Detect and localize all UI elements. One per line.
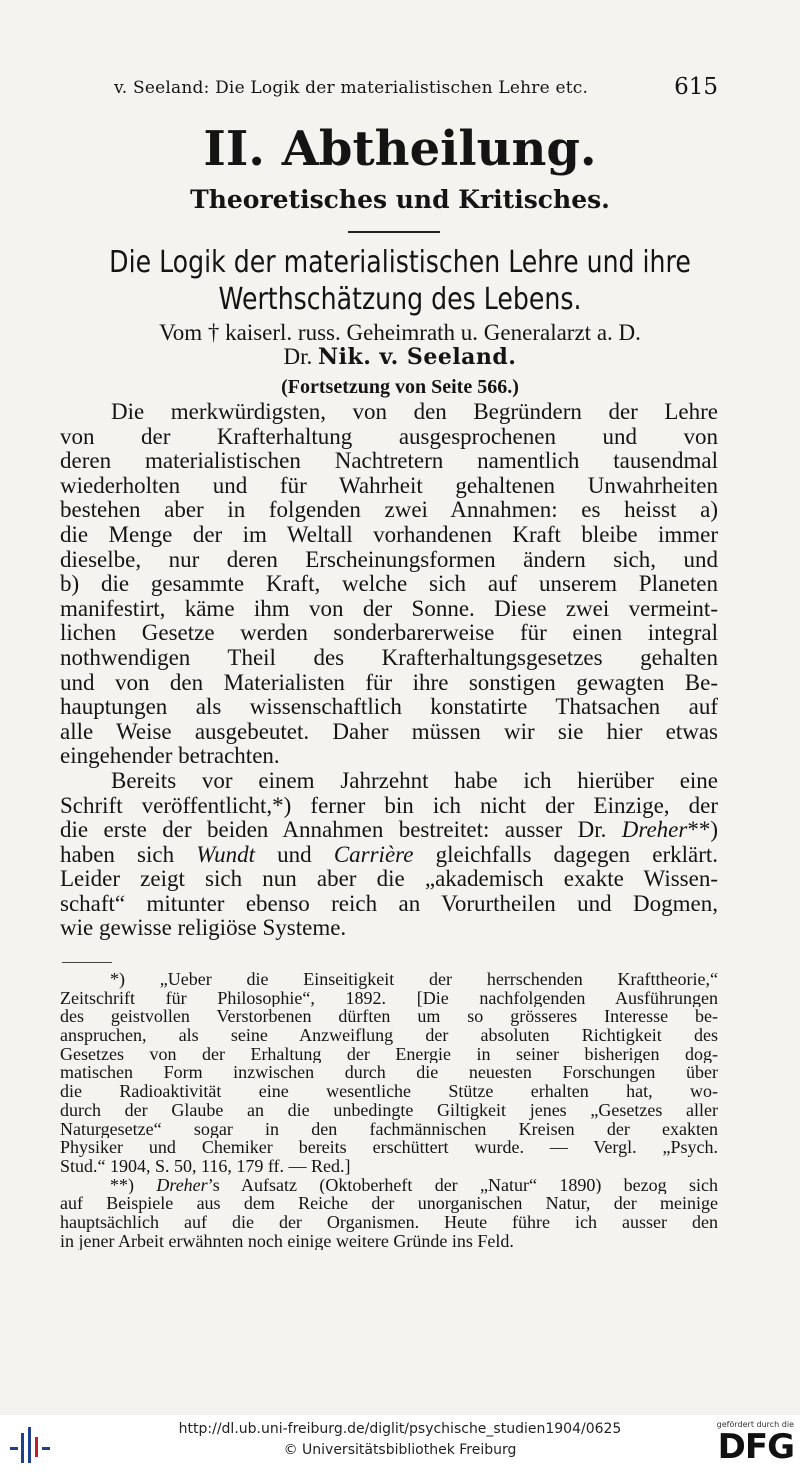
body-line: Bereits vor einem Jahrzehnt habe ich hierüber eine [111,768,718,793]
copyright-notice: © Universitätsbibliothek Freiburg [283,1442,517,1458]
body-line: Schrift veröffentlicht,*) ferner bin ich nicht der Einzige, der [60,793,718,818]
body-line [60,818,718,843]
title-divider [348,231,440,233]
running-head-text: v. Seeland: Die Logik der materialistischen Lehre etc. [114,78,589,98]
body-line: wie gewisse religiöse Systeme. [60,916,347,941]
article-title [98,244,703,318]
cited-name-dreher: Dreher [621,818,688,843]
funding-note: gefördert durch die [716,1420,794,1429]
footnote-line: des geistvollen Verstorbenen dürften um so grösseres Interesse be- [60,1007,718,1027]
article-title-line: Die Logik der materialistischen Lehre und ihre [109,245,691,280]
footnote-line: durch der Glaube an die unbedingte Giltigkeit jenes „Gesetzes aller [60,1100,718,1120]
footnote-fragment: ’s Aufsatz (Oktoberheft der „Natur“ 1890) bezog sich [207,1175,718,1195]
article-title-line: Werthschätzung des Lebens. [218,282,582,317]
body-line: lichen Gesetze werden sonderbarerweise für einen integral [60,621,718,646]
body-line: die Menge der im Weltall vorhandenen Kraft bleibe immer [60,522,718,547]
body-fragment: und [277,842,312,867]
body-line: dieselbe, nur deren Erscheinungsformen ändern sich, und [60,547,718,572]
body-line [60,843,718,868]
footnote-line: Zeitschrift für Philosophie“, 1892. [Die nachfolgenden Ausführungen [60,988,718,1008]
body-line: hauptungen als wissenschaftlich konstatirte Thatsachen auf [60,695,718,720]
body-line: deren materialistischen Nachtretern namentlich tausendmal [60,449,718,474]
dfg-logo [706,1420,794,1468]
footnote-ref: **) [687,818,718,843]
body-line: bestehen aber in folgenden zwei Annahmen: es heisst a) [60,498,718,523]
footnote-line: hauptsächlich auf die der Organismen. Heute führe ich ausser den [60,1212,718,1232]
body-line: alle Weise ausgebeutet. Daher müssen wir sie hier etwas [60,719,718,744]
footnote-line: Stud.“ 1904, S. 50, 116, 179 ff. — Red.] [60,1156,351,1176]
body-line: schaft“ mitunter ebenso reich an Vorurtheilen und Dogmen, [60,891,718,916]
continuation-note: (Fortsetzung von Seite 566.) [281,376,519,398]
body-text [60,400,718,941]
body-fragment: haben sich [60,842,175,867]
footnote-line [60,1176,718,1195]
body-line: wiederholten und für Wahrheit gehaltenen Unwahrheiten [60,473,718,498]
body-line: Leider zeigt sich nun aber die „akademisch exakte Wissen- [60,867,718,892]
body-line: b) die gesammte Kraft, welche sich auf unserem Planeten [60,572,718,597]
cited-name-carriere: Carrière [333,842,414,867]
author-line: Vom † kaiserl. russ. Geheimrath u. Generalarzt a. D. [159,320,641,345]
footnote-marker: **) [110,1175,134,1195]
cited-name-dreher: Dreher [156,1175,208,1195]
body-line: eingehender betrachten. [60,744,280,769]
footnote-divider [62,962,112,963]
body-line: manifestirt, käme ihm von der Sonne. Diese zwei vermeint- [60,596,718,621]
footnote-line: in jener Arbeit erwähnten noch einige weitere Gründe ins Feld. [60,1231,514,1251]
body-line: Die merkwürdigsten, von den Begründern der Lehre [111,400,718,424]
author-name-line [0,344,800,370]
author-prefix: Dr. [283,344,313,369]
cited-name-wundt: Wundt [196,842,256,867]
footnote-line: Gesetzes von der Erhaltung der Energie in seiner bisherigen dog- [60,1044,718,1064]
footnote-line: matischen Form inzwischen durch die neuesten Forschungen über [60,1063,718,1083]
viewer-footer [0,1415,800,1472]
author-name: Nik. v. Seeland. [318,344,517,370]
page-number: 615 [674,74,718,100]
footnote-line: anspruchen, als seine Anzweiflung der absoluten Richtigkeit des [60,1026,718,1045]
body-line: von der Krafterhaltung ausgesprochenen und von [60,424,718,449]
footnote-line: auf Beispiele aus dem Reiche der unorganischen Natur, der meinige [60,1194,718,1213]
body-line: und von den Materialisten für ihre sonstigen gewagten Be- [60,670,718,695]
footnote-line: *) „Ueber die Einseitigkeit der herrschenden Krafttheorie,“ [110,970,718,989]
body-line: nothwendigen Theil des Krafterhaltungsgesetzes gehalten [60,645,718,670]
footnotes [60,970,718,1250]
section-heading: II. Abtheilung. [203,121,597,177]
footnote-line: Physiker und Chemiker bereits erschüttert wurde. — Vergl. „Psych. [60,1138,718,1157]
section-subtitle: Theoretisches und Kritisches. [190,185,610,214]
funder-mark: DFG [717,1427,794,1467]
footnote-line: die Radioaktivität eine wesentliche Stütze erhalten hat, wo- [60,1082,718,1101]
footnote-line: Naturgesetze“ sogar in den fachmännischen Kreisen der exakten [60,1119,718,1139]
source-url[interactable]: http://dl.ub.uni-freiburg.de/diglit/psychische_studien1904/0625 [178,1421,622,1437]
running-head [62,74,718,104]
body-fragment: die erste der beiden Annahmen bestreitet: ausser Dr. [60,818,607,843]
body-fragment: gleichfalls dagegen erklärt. [435,842,718,867]
